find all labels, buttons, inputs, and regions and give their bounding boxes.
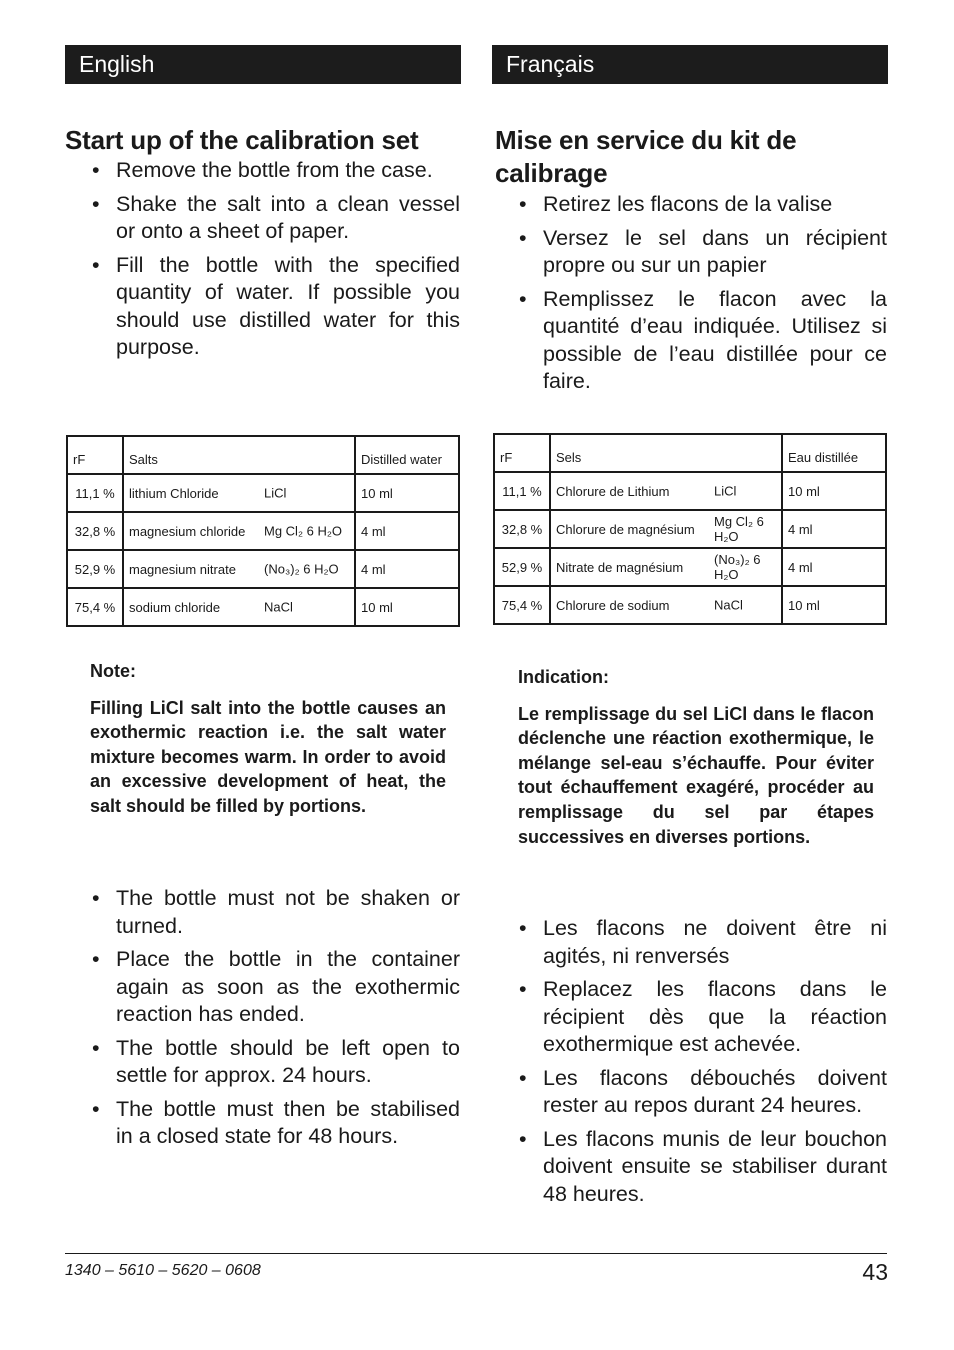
header-salts: Sels	[550, 434, 782, 472]
list-item: • Les flacons munis de leur bouchon doivent ensuite se stabiliser durant 48 heures.	[519, 1126, 887, 1206]
instruction-list	[92, 885, 460, 1157]
note-title: Note:	[90, 661, 136, 681]
bullet-icon: •	[519, 977, 527, 1001]
bullet-icon: •	[519, 1065, 527, 1090]
instruction-list	[519, 191, 887, 402]
list-item: • Shake the salt into a clean vessel or onto a sheet of paper.	[92, 191, 460, 243]
footer-divider	[65, 1253, 887, 1254]
cell-water: 4 ml	[782, 548, 886, 586]
cell-rf: 11,1 %	[67, 474, 123, 512]
table-row	[494, 586, 886, 624]
cell-water: 4 ml	[355, 512, 459, 550]
table-row	[67, 588, 459, 626]
cell-rf: 52,9 %	[67, 550, 123, 588]
bullet-icon: •	[92, 886, 100, 910]
cell-rf: 32,8 %	[67, 512, 123, 550]
cell-formula: LiCl	[264, 485, 287, 501]
note-block	[518, 665, 874, 849]
cell-salt: Chlorure de sodium NaCl	[550, 586, 782, 624]
bullet-icon: •	[92, 191, 100, 216]
bullet-icon: •	[92, 252, 100, 277]
cell-rf: 11,1 %	[494, 472, 550, 510]
bullet-icon: •	[519, 1126, 527, 1151]
header-rf: rF	[494, 434, 550, 472]
bullet-icon: •	[519, 916, 527, 940]
bullet-icon: •	[92, 947, 100, 971]
list-item: • Place the bottle in the container again as soon as the exothermic reaction has ended.	[92, 947, 460, 1026]
cell-water: 10 ml	[355, 474, 459, 512]
document-code: 1340 – 5610 – 5620 – 0608	[65, 1262, 261, 1279]
cell-salt: Nitrate de magnésium (No₃)₂ 6 H₂O	[550, 548, 782, 586]
cell-water: 10 ml	[782, 472, 886, 510]
list-item: • Retirez les flacons de la valise	[519, 191, 887, 219]
note-text: Le remplissage du sel LiCl dans le flacon déclenche une réaction exothermique, le mélange sel-eau s’échauffe. Pour éviter tout échauffement exagéré, procéder au remplissage du sel par étapes successives en diverses portions.	[518, 703, 874, 847]
note-block	[90, 659, 446, 819]
bullet-icon: •	[92, 1096, 100, 1121]
cell-rf: 52,9 %	[494, 548, 550, 586]
table-row	[67, 550, 459, 588]
list-item: • The bottle should be left open to settle for approx. 24 hours.	[92, 1035, 460, 1087]
table-row	[67, 512, 459, 550]
cell-formula: NaCl	[264, 599, 293, 615]
cell-water: 4 ml	[782, 510, 886, 548]
bullet-icon: •	[92, 1035, 100, 1060]
cell-formula: LiCl	[714, 483, 737, 499]
list-item: • Les flacons débouchés doivent rester au repos durant 24 heures.	[519, 1065, 887, 1117]
cell-formula: (No₃)₂ 6 H₂O	[714, 552, 761, 582]
cell-water: 10 ml	[355, 588, 459, 626]
table-row	[494, 510, 886, 548]
cell-rf: 75,4 %	[494, 586, 550, 624]
table-header-row	[67, 436, 459, 474]
french-column	[492, 45, 888, 1206]
list-item: • Remove the bottle from the case.	[92, 157, 460, 185]
table-header-row	[494, 434, 886, 472]
bullet-icon: •	[92, 158, 100, 182]
header-salts: Salts	[123, 436, 355, 474]
cell-salt: lithium Chloride LiCl	[123, 474, 355, 512]
table-row	[67, 474, 459, 512]
language-bar-french: Français	[492, 45, 888, 84]
salts-table	[66, 435, 460, 627]
instruction-list	[92, 157, 460, 368]
cell-rf: 75,4 %	[67, 588, 123, 626]
section-heading: Start up of the calibration set	[65, 125, 419, 155]
cell-salt: sodium chloride NaCl	[123, 588, 355, 626]
list-item: • Remplissez le flacon avec la quantité d’eau indiquée. Utilisez si possible de l’eau distillée pour ce faire.	[519, 286, 887, 393]
list-item: • Fill the bottle with the specified quantity of water. If possible you should use distilled water for this purpose.	[92, 252, 460, 359]
cell-salt: Chlorure de magnésium Mg Cl₂ 6 H₂O	[550, 510, 782, 548]
cell-formula: Mg Cl₂ 6 H₂O	[264, 523, 342, 539]
cell-formula: NaCl	[714, 597, 743, 613]
cell-water: 10 ml	[782, 586, 886, 624]
cell-formula: (No₃)₂ 6 H₂O	[264, 561, 339, 577]
salts-table	[493, 433, 887, 625]
page-number: 43	[862, 1259, 888, 1285]
note-text: Filling LiCl salt into the bottle causes an exothermic reaction i.e. the salt water mixture becomes warm. In order to avoid an excessive development of heat, the salt should be filled by portions.	[90, 697, 446, 816]
list-item: • Les flacons ne doivent être ni agités, ni renversés	[519, 916, 887, 968]
list-item: • Versez le sel dans un récipient propre ou sur un papier	[519, 225, 887, 277]
list-item: • The bottle must not be shaken or turned.	[92, 886, 460, 938]
cell-salt: magnesium nitrate (No₃)₂ 6 H₂O	[123, 550, 355, 588]
bullet-icon: •	[519, 192, 527, 216]
bullet-icon: •	[519, 225, 527, 250]
cell-rf: 32,8 %	[494, 510, 550, 548]
cell-salt: magnesium chloride Mg Cl₂ 6 H₂O	[123, 512, 355, 550]
table-row	[494, 472, 886, 510]
cell-salt: Chlorure de Lithium LiCl	[550, 472, 782, 510]
header-rf: rF	[67, 436, 123, 474]
note-title: Indication:	[518, 667, 609, 687]
cell-water: 4 ml	[355, 550, 459, 588]
english-column	[65, 45, 461, 1148]
header-water: Distilled water	[355, 436, 459, 474]
cell-formula: Mg Cl₂ 6 H₂O	[714, 514, 764, 544]
instruction-list	[519, 915, 887, 1214]
header-water: Eau distillée	[782, 434, 886, 472]
list-item: • The bottle must then be stabilised in a closed state for 48 hours.	[92, 1096, 460, 1148]
language-bar-english: English	[65, 45, 461, 84]
table-row	[494, 548, 886, 586]
bullet-icon: •	[519, 286, 527, 311]
list-item: • Replacez les flacons dans le récipient dès que la réaction exothermique est achevée.	[519, 977, 887, 1056]
section-heading: Mise en service du kit de calibrage	[495, 125, 797, 188]
